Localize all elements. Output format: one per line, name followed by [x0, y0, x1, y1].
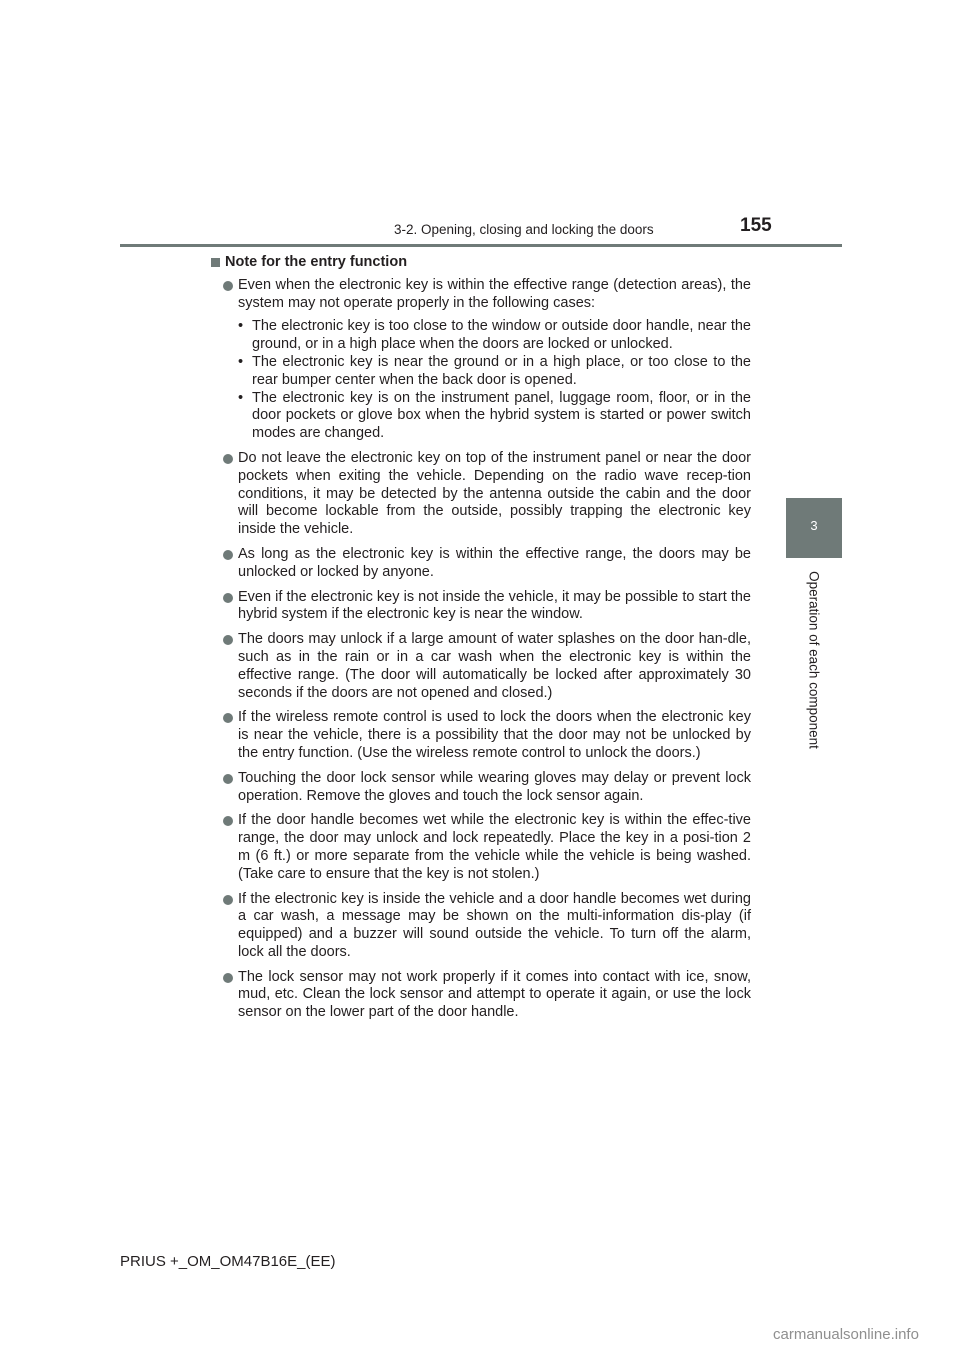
bullet-dot-icon [223, 550, 233, 560]
bullet-text: Do not leave the electronic key on top of the instrument panel or near the door pockets when exiting the vehicle. Depending on the radio wave recep-tion conditions, it may be detected by the antenna outside the cabin and the door will become lockable from the outside, possibly trapping the electronic key inside the vehicle. [238, 449, 751, 538]
bullet-dot-icon [223, 816, 233, 826]
bullet-item [211, 812, 751, 883]
sub-bullet-icon: • [238, 389, 244, 406]
sub-list-item [238, 318, 751, 354]
section-title: 3-2. Opening, closing and locking the doors [394, 222, 654, 237]
bullet-item [211, 277, 751, 443]
page-number: 155 [740, 215, 772, 236]
header-rule [120, 244, 842, 247]
bullet-text: Even when the electronic key is within the effective range (detection areas), the system may not operate properly in the following cases: [238, 276, 751, 311]
document-code: PRIUS +_OM_OM47B16E_(EE) [120, 1253, 336, 1270]
bullet-text: The doors may unlock if a large amount of water splashes on the door han-dle, such as in the rain or in a car wash when the electronic key is within the effective range. (The door will automatically be locked after approximately 30 seconds if the doors are not opened and closed.) [238, 631, 751, 701]
bullet-dot-icon [223, 593, 233, 603]
watermark-link[interactable]: carmanualsonline.info [773, 1326, 919, 1343]
chapter-label: Operation of each component [806, 571, 822, 749]
sub-list-item [238, 354, 751, 390]
sub-item-text: The electronic key is on the instrument panel, luggage room, floor, or in the door pockets or glove box when the hybrid system is started or power switch modes are changed. [252, 389, 751, 442]
bullet-item [211, 589, 751, 625]
square-bullet-icon [211, 258, 220, 267]
bullet-dot-icon [223, 281, 233, 291]
sub-bullet-icon: • [238, 318, 244, 335]
bullet-dot-icon [223, 713, 233, 723]
bullet-text: Touching the door lock sensor while wearing gloves may delay or prevent lock operation. Remove the gloves and touch the lock sensor again. [238, 769, 751, 804]
page-header [0, 0, 960, 250]
heading-text: Note for the entry function [225, 254, 408, 270]
bullet-text: The lock sensor may not work properly if it comes into contact with ice, snow, mud, etc. Clean the lock sensor and attempt to operate it again, or use the lock sensor on the lower part of the door handle. [238, 968, 751, 1021]
sub-list [238, 318, 751, 443]
bullet-dot-icon [223, 454, 233, 464]
bullet-item [211, 891, 751, 962]
bullet-item [211, 631, 751, 702]
bullet-dot-icon [223, 973, 233, 983]
bullet-text: If the wireless remote control is used to lock the doors when the electronic key is near the vehicle, there is a possibility that the door may not be unlocked by the entry function. (Use the wireless remote control to unlock the doors.) [238, 709, 751, 761]
bullet-text: As long as the electronic key is within the effective range, the doors may be unlocked or locked by anyone. [238, 545, 751, 580]
section-heading [211, 254, 751, 272]
page-content [211, 254, 751, 1029]
bullet-dot-icon [223, 774, 233, 784]
sub-list-item [238, 390, 751, 443]
chapter-number: 3 [810, 518, 818, 533]
bullet-item [211, 709, 751, 762]
bullet-item [211, 546, 751, 582]
bullet-item [211, 969, 751, 1022]
bullet-item [211, 450, 751, 539]
sub-item-text: The electronic key is near the ground or in a high place, or too close to the rear bumper center when the back door is opened. [252, 353, 751, 388]
bullet-dot-icon [223, 895, 233, 905]
sub-bullet-icon: • [238, 353, 244, 370]
bullet-item [211, 770, 751, 806]
bullet-text: If the electronic key is inside the vehicle and a door handle becomes wet during a car wash, a message may be shown on the multi-information dis-play (if equipped) and a buzzer will sound outside the vehicle. To turn off the alarm, lock all the doors. [238, 890, 751, 960]
sub-item-text: The electronic key is too close to the window or outside door handle, near the ground, or in a high place when the doors are locked or unlocked. [252, 318, 751, 353]
bullet-text: If the door handle becomes wet while the electronic key is within the effec-tive range, the door may unlock and lock repeatedly. Place the key in a posi-tion 2 m (6 ft.) or more separate from the vehicle while the vehicle is being washed. (Take care to ensure that the key is not stolen.) [238, 812, 751, 882]
bullet-dot-icon [223, 635, 233, 645]
bullet-text: Even if the electronic key is not inside the vehicle, it may be possible to start the hybrid system if the electronic key is near the window. [238, 588, 751, 623]
chapter-tab [786, 498, 842, 558]
